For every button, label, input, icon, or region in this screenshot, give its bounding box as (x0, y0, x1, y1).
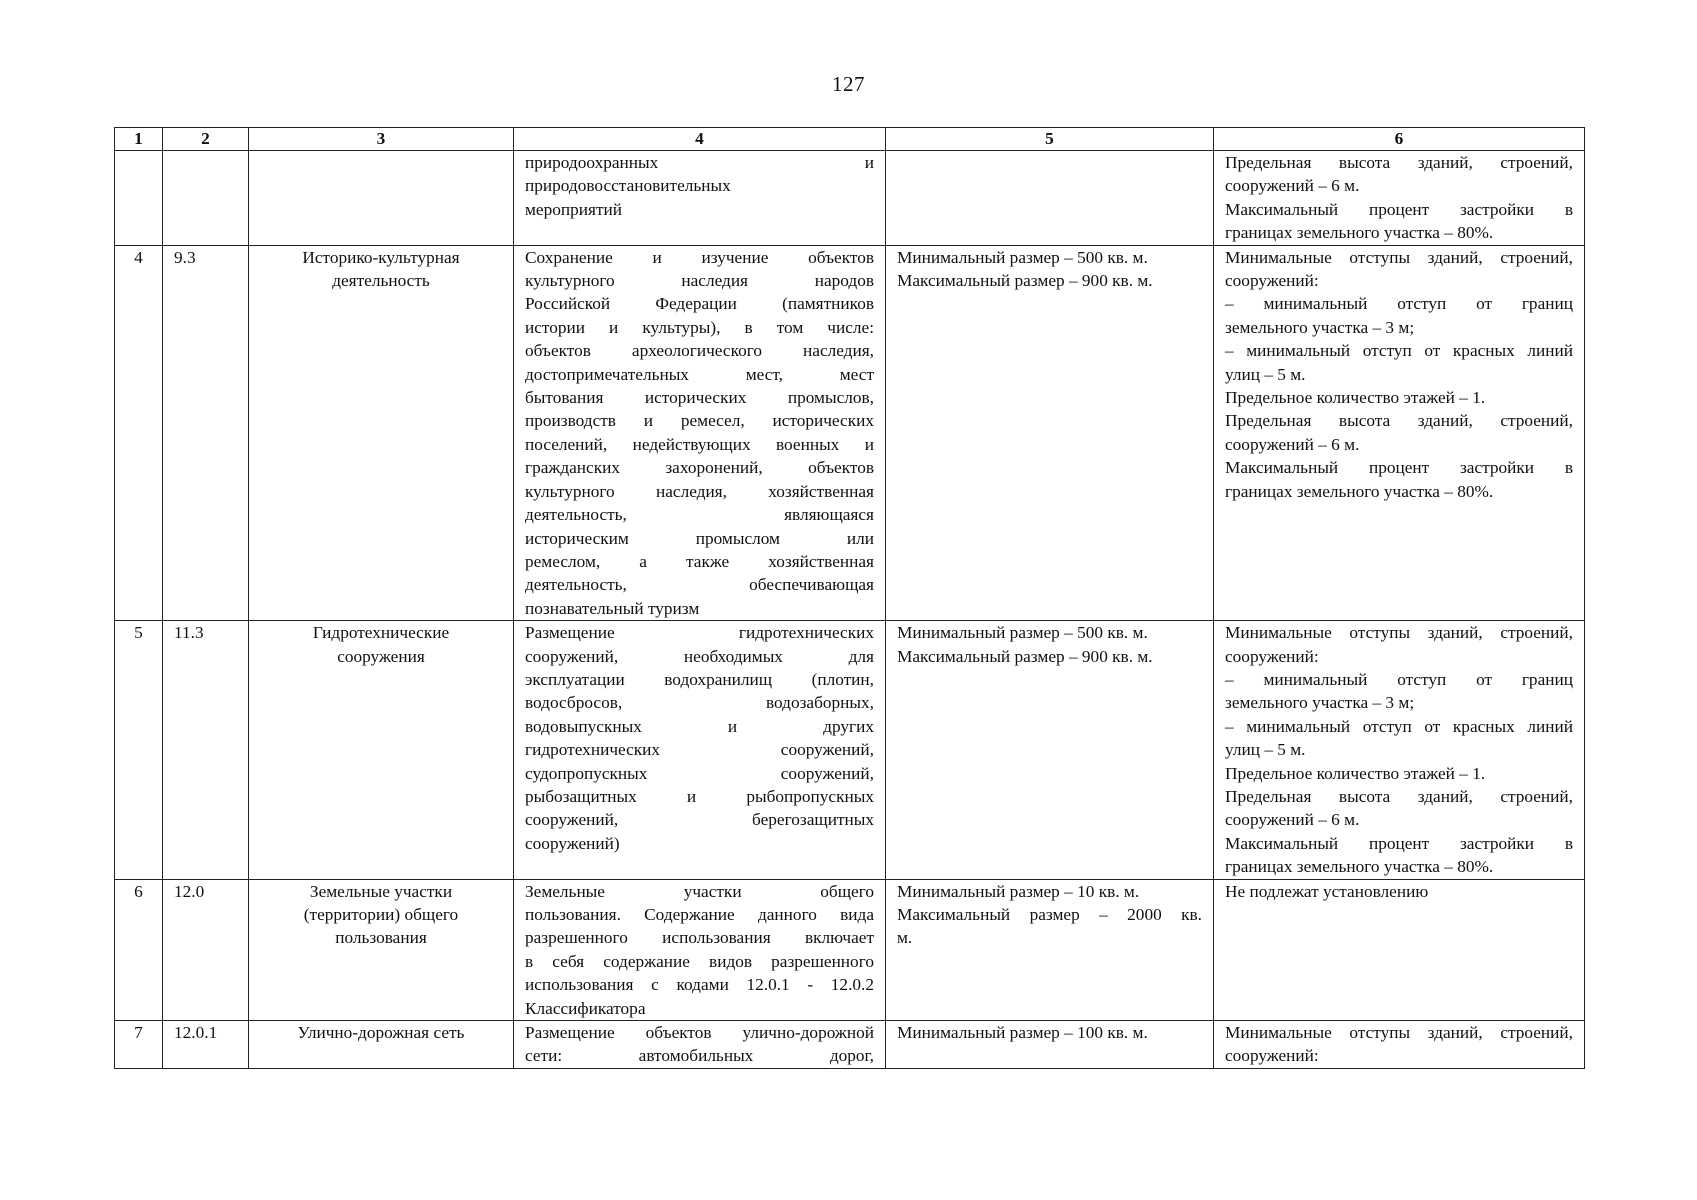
row-number-cell: 5 (115, 621, 163, 879)
building-params-cell-line: улиц – 5 м. (1225, 364, 1306, 384)
plot-size-cell-line: Минимальный размер – 100 кв. м. (897, 1023, 1148, 1043)
building-params-cell-line: – минимальный отступ от красных линий (1225, 341, 1573, 361)
use-description-cell (514, 879, 886, 1020)
use-name-cell (249, 151, 514, 246)
use-description-cell-line: сети: автомобильных дорог, (525, 1046, 874, 1066)
row-number-cell: 7 (115, 1021, 163, 1069)
use-description-cell-line: Классификатора (525, 998, 646, 1018)
use-name-cell-line: пользования (335, 928, 427, 948)
building-params-cell-line: Максимальный процент застройки в (1225, 833, 1573, 853)
use-description-cell-line: водосбросов, водозаборных, (525, 693, 874, 713)
use-description-cell-line: Размещение объектов улично-дорожной (525, 1023, 874, 1043)
use-description-cell-line: Российской Федерации (памятников (525, 294, 874, 314)
building-params-cell-line: Предельная высота зданий, строений, (1225, 786, 1573, 806)
building-params-cell-line: – минимальный отступ от границ (1225, 669, 1573, 689)
column-header-2: 2 (163, 128, 249, 151)
use-description-cell-line: достопримечательных мест, мест (525, 364, 874, 384)
row-number-cell (115, 151, 163, 246)
plot-size-cell (886, 621, 1214, 879)
use-name-cell (249, 621, 514, 879)
building-params-cell-line: Минимальные отступы зданий, строений, (1225, 623, 1573, 643)
table-row (115, 621, 1585, 879)
use-description-cell-line: сооружений) (525, 833, 620, 853)
building-params-cell (1214, 245, 1585, 621)
use-description-cell-line: эксплуатации водохранилищ (плотин, (525, 669, 874, 689)
building-params-cell-line: Минимальные отступы зданий, строений, (1225, 1023, 1573, 1043)
use-description-cell-line: ремеслом, а также хозяйственная (525, 551, 874, 571)
building-params-cell (1214, 151, 1585, 246)
use-description-cell-line: гидротехнических сооружений, (525, 740, 874, 760)
building-params-cell-line: границах земельного участка – 80%. (1225, 857, 1494, 877)
building-params-cell-line: сооружений – 6 м. (1225, 810, 1360, 830)
use-code-cell: 9.3 (163, 245, 249, 621)
building-params-cell-line: Предельная высота зданий, строений, (1225, 153, 1573, 172)
row-number-cell: 4 (115, 245, 163, 621)
plot-size-cell-line: Максимальный размер – 900 кв. м. (897, 271, 1153, 291)
building-params-cell-line: сооружений: (1225, 646, 1319, 666)
building-params-cell-line: улиц – 5 м. (1225, 740, 1306, 760)
building-params-cell (1214, 879, 1585, 1020)
table-row (115, 879, 1585, 1020)
use-description-cell-line: мероприятий (525, 199, 623, 219)
plot-size-cell-line: Максимальный размер – 2000 кв. (897, 905, 1202, 924)
use-name-cell-line: сооружения (337, 646, 425, 666)
building-params-cell-line: – минимальный отступ от красных линий (1225, 716, 1573, 736)
table-body (115, 151, 1585, 1069)
building-params-cell-line: Не подлежат установлению (1225, 881, 1429, 901)
building-params-cell-line: Максимальный процент застройки в (1225, 458, 1573, 478)
use-description-cell-line: сооружений, необходимых для (525, 646, 874, 666)
plot-size-cell-line: Минимальный размер – 500 кв. м. (897, 247, 1148, 267)
use-description-cell-line: разрешенного использования включает (525, 928, 874, 948)
use-description-cell-line: познавательный туризм (525, 598, 700, 618)
use-name-cell (249, 1021, 514, 1069)
use-description-cell-line: природовосстановительных (525, 176, 731, 196)
building-params-cell-line: Предельное количество этажей – 1. (1225, 763, 1486, 783)
use-description-cell-line: истории и культуры), в том числе: (525, 317, 874, 337)
use-code-cell: 12.0 (163, 879, 249, 1020)
use-description-cell-line: деятельность, обеспечивающая (525, 575, 874, 595)
building-params-cell-line: Предельная высота зданий, строений, (1225, 411, 1573, 431)
row-number-cell: 6 (115, 879, 163, 1020)
building-params-cell-line: земельного участка – 3 м; (1225, 317, 1415, 337)
use-code-cell (163, 151, 249, 246)
building-params-cell-line: – минимальный отступ от границ (1225, 294, 1573, 314)
use-description-cell-line: гражданских захоронений, объектов (525, 458, 874, 478)
use-description-cell (514, 621, 886, 879)
building-params-cell (1214, 621, 1585, 879)
use-description-cell-line: водовыпускных и других (525, 716, 874, 736)
building-params-cell-line: Максимальный процент застройки в (1225, 199, 1573, 219)
table-row (115, 151, 1585, 246)
building-params-cell-line: сооружений: (1225, 1046, 1319, 1066)
building-params-cell-line: Предельное количество этажей – 1. (1225, 388, 1486, 408)
column-header-5: 5 (886, 128, 1214, 151)
use-description-cell-line: рыбозащитных и рыбопропускных (525, 786, 874, 806)
building-params-cell-line: сооружений: (1225, 271, 1319, 291)
column-header-6: 6 (1214, 128, 1585, 151)
use-description-cell-line: бытования исторических промыслов, (525, 388, 874, 408)
use-name-cell-line: (территории) общего (303, 905, 459, 924)
plot-size-cell-line: м. (897, 928, 913, 948)
column-header-1: 1 (115, 128, 163, 151)
building-params-cell-line: сооружений – 6 м. (1225, 434, 1360, 454)
use-description-cell-line: сооружений, берегозащитных (525, 810, 874, 830)
building-params-cell (1214, 1021, 1585, 1069)
use-description-cell-line: культурного наследия, хозяйственная (525, 481, 874, 501)
use-description-cell-line: природоохранных и (525, 153, 874, 172)
plot-size-cell-line: Максимальный размер – 900 кв. м. (897, 646, 1153, 666)
building-params-cell-line: границах земельного участка – 80%. (1225, 481, 1494, 501)
use-description-cell-line: производств и ремесел, исторических (525, 411, 874, 431)
use-name-cell-line: деятельность (332, 271, 430, 291)
use-name-cell-line: Гидротехнические (312, 623, 450, 643)
table-row (115, 245, 1585, 621)
use-description-cell-line: использования с кодами 12.0.1 - 12.0.2 (525, 975, 874, 995)
plot-size-cell-line: Минимальный размер – 10 кв. м. (897, 881, 1140, 901)
plot-size-cell (886, 879, 1214, 1020)
use-description-cell-line: Сохранение и изучение объектов (525, 247, 874, 267)
column-header-4: 4 (514, 128, 886, 151)
use-name-cell (249, 245, 514, 621)
use-description-cell-line: объектов археологического наследия, (525, 341, 874, 361)
plot-size-cell (886, 1021, 1214, 1069)
column-header-3: 3 (249, 128, 514, 151)
use-description-cell-line: Размещение гидротехнических (525, 623, 874, 643)
use-name-cell-line: Земельные участки (309, 881, 453, 901)
use-name-cell-line: Улично-дорожная сеть (297, 1023, 465, 1043)
use-description-cell-line: поселений, недействующих военных и (525, 434, 874, 454)
use-description-cell-line: культурного наследия народов (525, 271, 874, 291)
building-params-cell-line: сооружений – 6 м. (1225, 176, 1360, 196)
land-use-regulations-table (114, 127, 1585, 1069)
use-description-cell (514, 151, 886, 246)
plot-size-cell (886, 151, 1214, 246)
use-code-cell: 11.3 (163, 621, 249, 879)
use-name-cell (249, 879, 514, 1020)
building-params-cell-line: границах земельного участка – 80%. (1225, 223, 1494, 243)
plot-size-cell (886, 245, 1214, 621)
use-description-cell-line: в себя содержание видов разрешенного (525, 951, 874, 971)
use-description-cell-line: пользования. Содержание данного вида (525, 905, 874, 924)
table-row (115, 1021, 1585, 1069)
plot-size-cell-line: Минимальный размер – 500 кв. м. (897, 623, 1148, 643)
use-description-cell (514, 1021, 886, 1069)
use-description-cell-line: историческим промыслом или (525, 528, 874, 548)
use-description-cell-line: судопропускных сооружений, (525, 763, 874, 783)
header-row (115, 128, 1585, 151)
use-code-cell: 12.0.1 (163, 1021, 249, 1069)
use-name-cell-line: Историко-культурная (302, 247, 460, 267)
page-number: 127 (832, 72, 865, 96)
building-params-cell-line: земельного участка – 3 м; (1225, 693, 1415, 713)
use-description-cell-line: Земельные участки общего (525, 881, 874, 901)
use-description-cell-line: деятельность, являющаяся (525, 505, 874, 525)
use-description-cell (514, 245, 886, 621)
building-params-cell-line: Минимальные отступы зданий, строений, (1225, 247, 1573, 267)
